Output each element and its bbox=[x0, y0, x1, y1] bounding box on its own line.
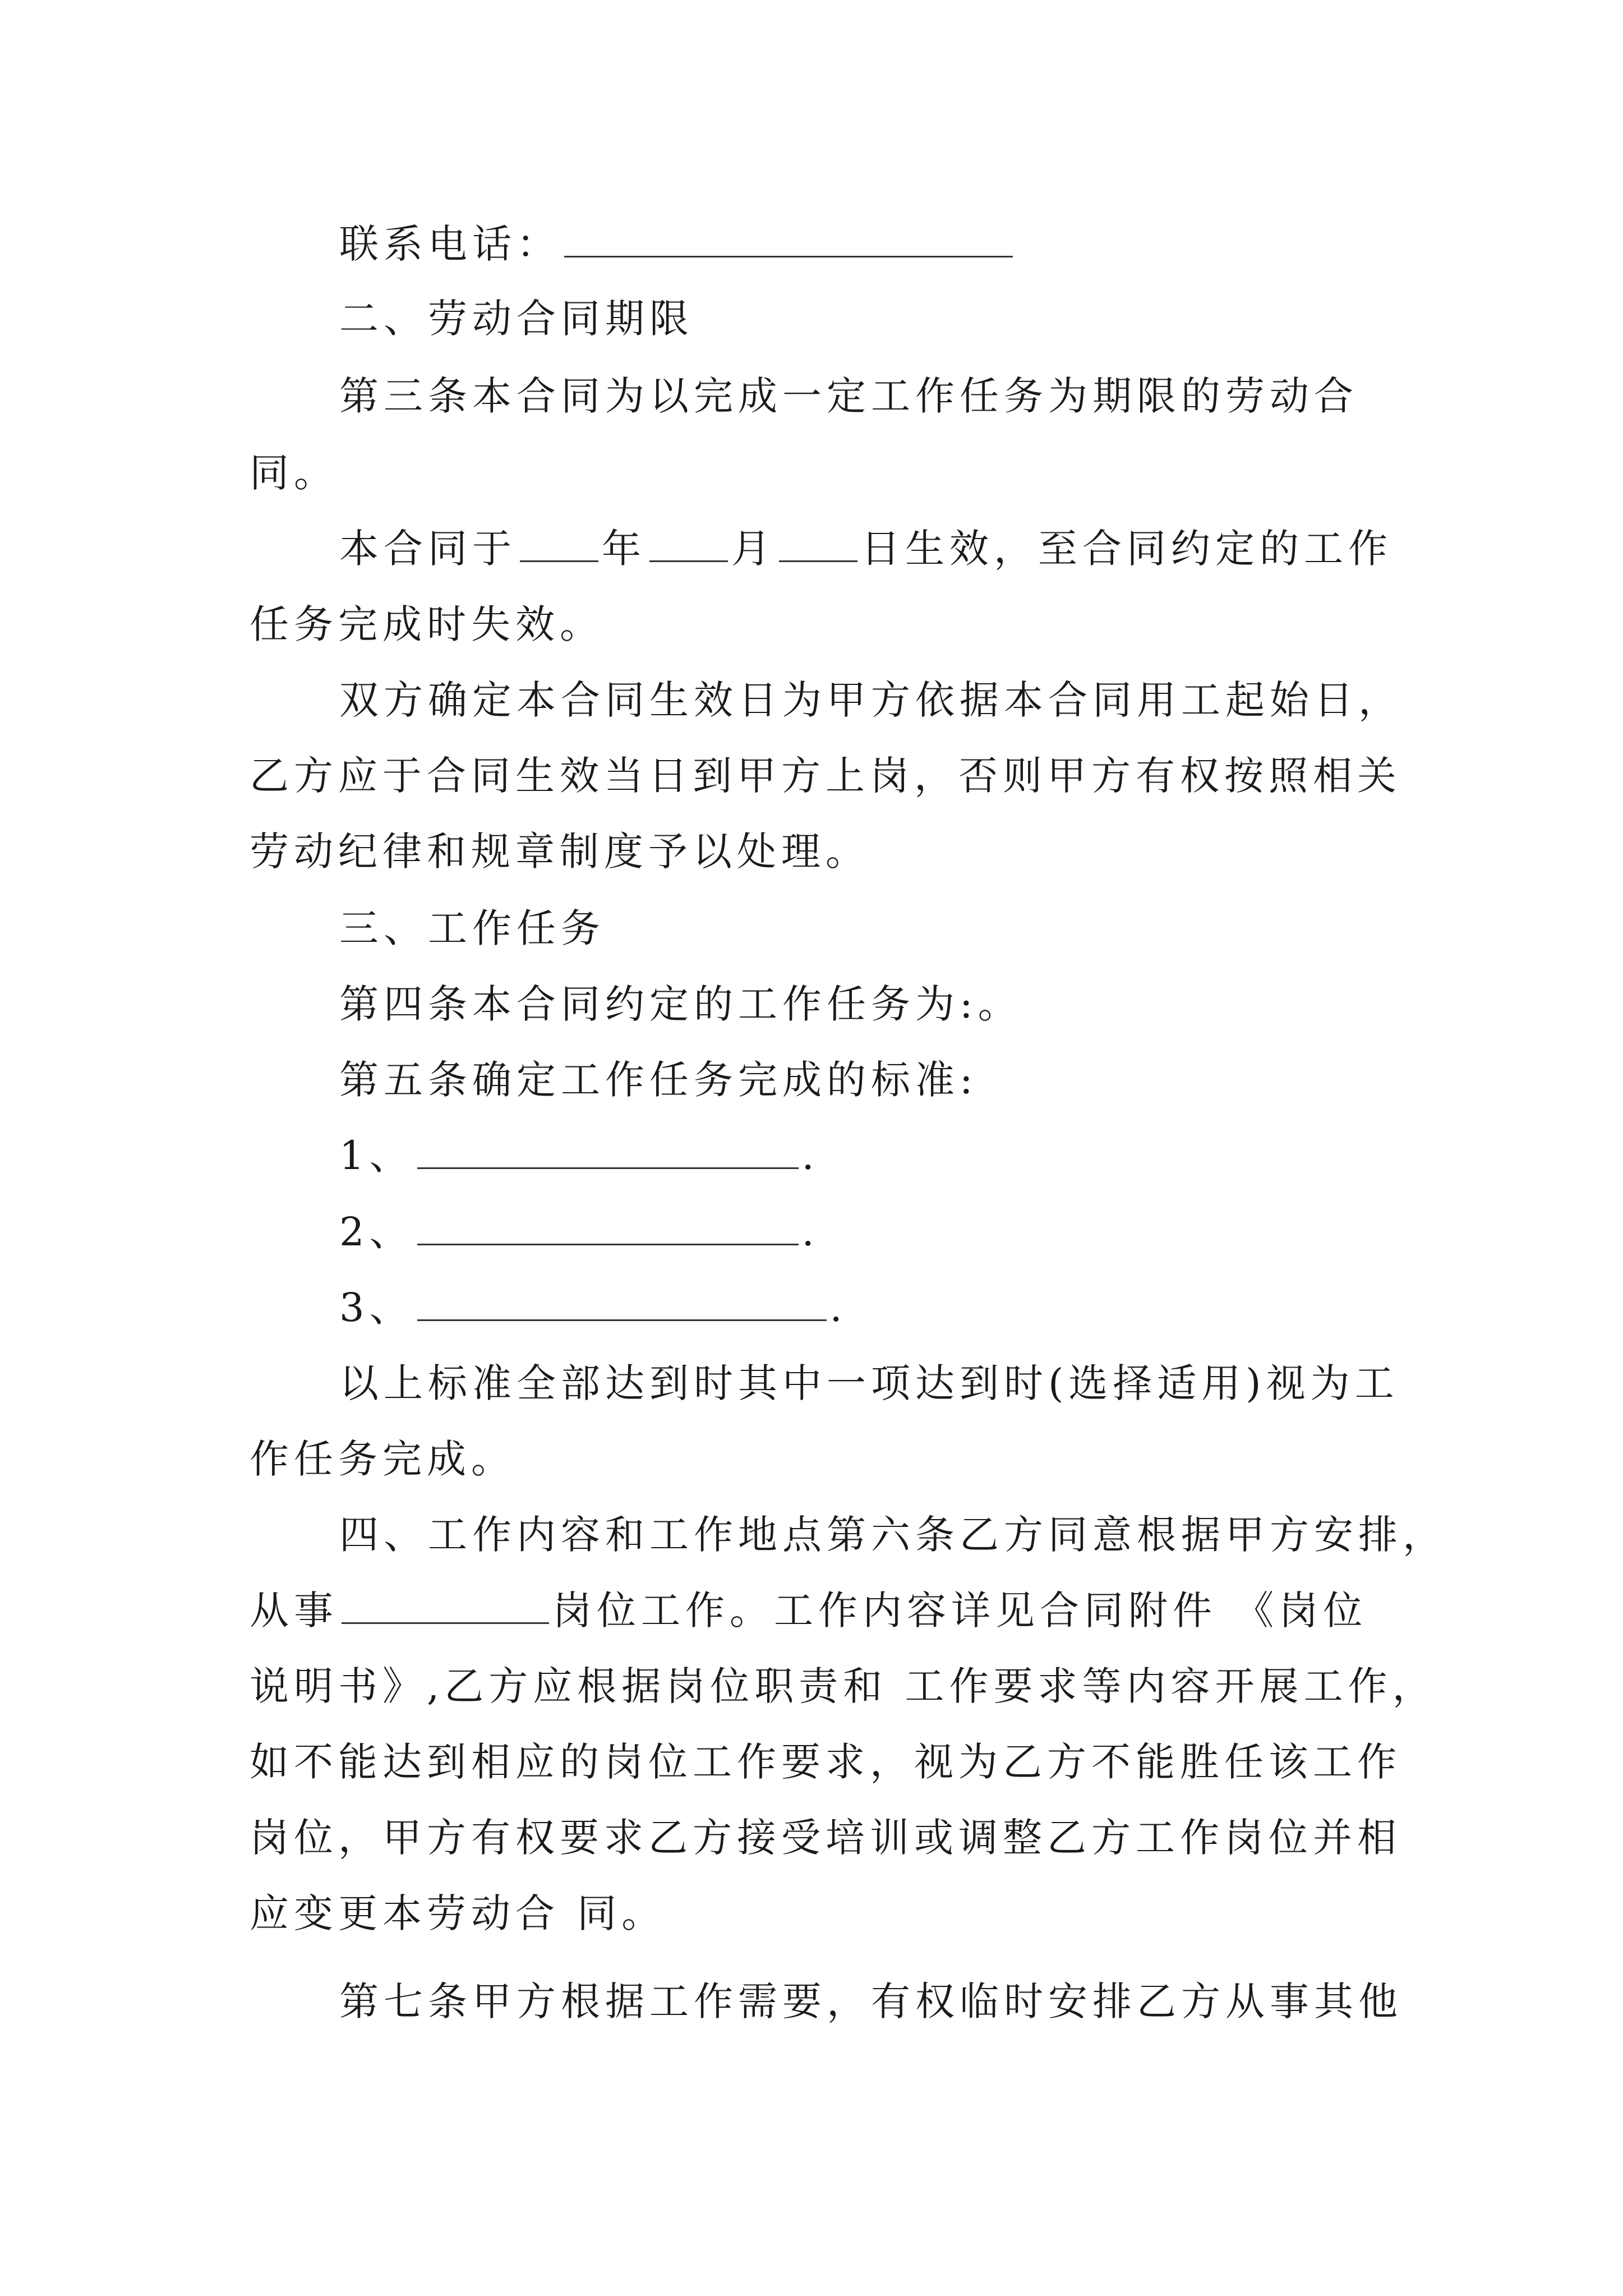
contact-phone-label: 联系电话： bbox=[339, 221, 561, 267]
section4-line4: 如不能达到相应的岗位工作要求，视为乙方不能胜任该工作 bbox=[250, 1739, 1401, 1785]
section4-suffix: 岗位工作。工作内容详见合同附件 《岗位 bbox=[552, 1588, 1368, 1634]
effective-text-month: 月 bbox=[731, 526, 776, 572]
effective-date-line bbox=[339, 522, 1393, 576]
standard-item-number: 1、 bbox=[339, 1133, 414, 1179]
start-date-line3: 劳动纪律和规章制度予以处理。 bbox=[250, 829, 870, 875]
standard-item-number: 2、 bbox=[339, 1209, 414, 1255]
standard-item-2 bbox=[339, 1205, 819, 1259]
section4-prefix: 从事 bbox=[250, 1588, 338, 1634]
standard-item-blank bbox=[417, 1134, 799, 1169]
start-date-line2: 乙方应于合同生效当日到甲方上岗，否则甲方有权按照相关 bbox=[250, 753, 1401, 799]
section4-line3: 说明书》,乙方应根据岗位职责和 工作要求等内容开展工作， bbox=[250, 1663, 1437, 1709]
effective-text-1: 本合同于 bbox=[339, 526, 517, 572]
section-heading-task: 三、工作任务 bbox=[339, 905, 605, 951]
effective-text-2: 日生效，至合同约定的工作 bbox=[861, 526, 1393, 572]
article3-line1: 第三条本合同为以完成一定工作任务为期限的劳动合 bbox=[339, 373, 1358, 419]
standard-item-1 bbox=[339, 1129, 819, 1182]
day-blank bbox=[779, 527, 857, 562]
month-blank bbox=[649, 527, 728, 562]
contact-phone-line bbox=[339, 217, 1016, 271]
contact-phone-blank bbox=[564, 222, 1013, 257]
standard-item-3 bbox=[339, 1281, 847, 1335]
standard-item-blank bbox=[417, 1286, 827, 1321]
standard-line2: 作任务完成。 bbox=[250, 1436, 515, 1482]
standard-item-number: 3、 bbox=[339, 1285, 414, 1331]
start-date-line1: 双方确定本合同生效日为甲方依据本合同用工起始日， bbox=[339, 677, 1403, 723]
section-heading-term: 二、劳动合同期限 bbox=[339, 296, 694, 342]
year-blank bbox=[520, 527, 598, 562]
standard-item-blank bbox=[417, 1210, 799, 1245]
effective-text-year: 年 bbox=[602, 526, 646, 572]
standard-line1: 以上标准全部达到时其中一项达到时(选择适用)视为工 bbox=[339, 1360, 1399, 1406]
position-blank bbox=[342, 1589, 549, 1624]
section4-line5: 岗位，甲方有权要求乙方接受培训或调整乙方工作岗位并相 bbox=[250, 1815, 1401, 1861]
section4-line1: 四、工作内容和工作地点第六条乙方同意根据甲方安排， bbox=[339, 1512, 1447, 1558]
standard-item-end: . bbox=[801, 1209, 819, 1255]
effective-line2: 任务完成时失效。 bbox=[250, 601, 604, 647]
standard-item-end: . bbox=[801, 1133, 819, 1179]
section4-line2 bbox=[250, 1584, 1367, 1637]
article3-line2: 同。 bbox=[250, 450, 338, 496]
article5-line: 第五条确定工作任务完成的标准: bbox=[339, 1057, 978, 1103]
standard-item-end: . bbox=[829, 1285, 847, 1331]
section4-line6: 应变更本劳动合 同。 bbox=[250, 1890, 666, 1936]
article7-line1: 第七条甲方根据工作需要，有权临时安排乙方从事其他 bbox=[339, 1978, 1403, 2024]
article4-line: 第四条本合同约定的工作任务为:。 bbox=[339, 981, 1022, 1027]
